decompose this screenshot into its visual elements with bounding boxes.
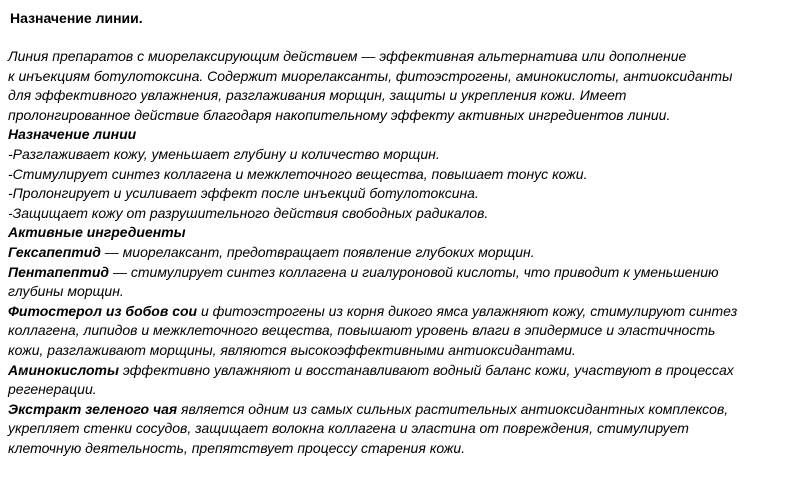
ingredient-description: и фитоэстрогены из корня дикого ямса увлажняют кожу, стимулируют синтез (197, 302, 738, 319)
ingredient-aminoacids (8, 361, 790, 381)
ingredient-pentapeptide (8, 263, 790, 283)
purpose-item: -Стимулирует синтез коллагена и межклеточного вещества, повышает тонус кожи. (8, 165, 588, 182)
ingredient-description: — стимулирует синтез коллагена и гиалуроновой кислоты, что приводит к уменьшению (109, 263, 719, 280)
ingredient-description-continued: укрепляет стенки сосудов, защищает волокна коллагена и эластина от повреждения, стимулирует (8, 420, 689, 437)
ingredient-description-continued: клеточную деятельность, препятствует процессу старения кожи. (8, 439, 466, 456)
ingredient-description-continued: коллагена, липидов и межклеточного вещества, повышают уровень влаги в эпидермисе и эластичность (8, 322, 716, 339)
ingredient-description: эффективно увлажняют и восстанавливают водный баланс кожи, участвуют в процессах (118, 361, 734, 378)
ingredient-greentea (8, 400, 790, 420)
intro-line: для эффективного увлажнения, разглаживания морщин, защиты и укрепления кожи. Имеет (8, 87, 627, 104)
ingredient-name: Пентапептид (8, 263, 110, 280)
ingredient-description-continued: регенерации. (8, 381, 97, 398)
ingredient-name: Гексапептид (8, 243, 101, 260)
ingredient-hexapeptide (8, 243, 790, 263)
ingredient-phytosterol (8, 302, 790, 322)
intro-line: Линия препаратов с миорелаксирующим действием — эффективная альтернатива или дополнение (8, 48, 687, 64)
document-body (8, 47, 790, 458)
ingredient-description-continued: кожи, разглаживают морщины, являются высокоэффективными антиоксидантами. (8, 341, 576, 358)
purpose-item: -Пролонгирует и усиливает эффект после инъекций ботулотоксина. (8, 185, 479, 202)
ingredient-name: Фитостерол из бобов сои (8, 302, 198, 319)
ingredient-name: Аминокислоты (8, 361, 119, 378)
document-title: Назначение линии. (10, 10, 143, 26)
ingredients-heading: Активные ингредиенты (8, 224, 186, 241)
ingredient-name: Экстракт зеленого чая (8, 400, 178, 417)
ingredient-description-continued: глубины морщин. (8, 283, 124, 300)
ingredient-description: — миорелаксант, предотвращает появление глубоких морщин. (100, 243, 535, 260)
intro-line: пролонгированное действие благодаря накопительному эффекту активных ингредиентов линии. (8, 106, 671, 123)
ingredient-description: является одним из самых сильных растительных антиоксидантных комплексов, (177, 400, 729, 417)
intro-line: к инъекциям ботулотоксина. Содержит миорелаксанты, фитоэстрогены, аминокислоты, антиоксиданты (8, 67, 733, 84)
purpose-item: -Разглаживает кожу, уменьшает глубину и количество морщин. (8, 145, 440, 162)
purpose-heading: Назначение линии (8, 126, 137, 143)
purpose-item: -Защищает кожу от разрушительного действия свободных радикалов. (8, 204, 489, 221)
